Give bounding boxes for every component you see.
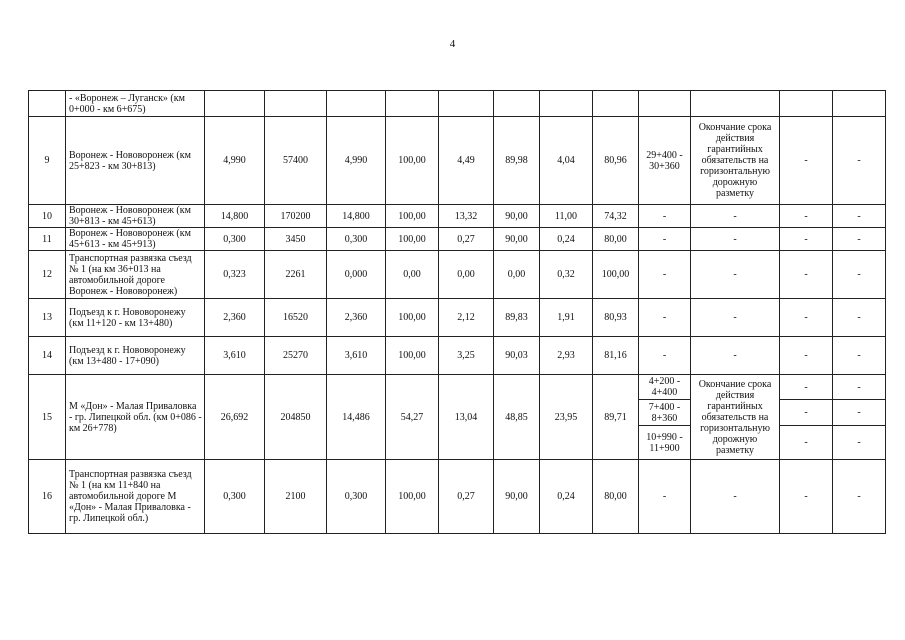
table-cell: 80,96 [593,117,639,205]
table-cell: 7+400 - 8+360 [639,400,691,426]
table-cell: 3,25 [439,337,494,375]
table-cell: 100,00 [386,117,439,205]
table-cell: 100,00 [386,299,439,337]
table-cell: - [639,460,691,534]
table-cell: 0,32 [540,251,593,299]
table-cell: 11 [29,228,66,251]
table-cell [540,91,593,117]
table-cell [386,91,439,117]
table-cell: 4,49 [439,117,494,205]
table-cell: - «Воронеж – Луганск» (км 0+000 - км 6+675) [66,91,205,117]
table-cell: 0,27 [439,228,494,251]
table-cell: 16520 [265,299,327,337]
table-cell: - [833,117,886,205]
table-cell: 11,00 [540,205,593,228]
table-cell: 80,93 [593,299,639,337]
table-cell: 81,16 [593,337,639,375]
table-cell: - [639,299,691,337]
table-cell: 1,91 [540,299,593,337]
table-cell: 15 [29,375,66,460]
table-cell: 100,00 [386,337,439,375]
table-cell: - [639,337,691,375]
table-cell: 2,360 [205,299,265,337]
table-cell: - [780,375,833,400]
table-cell [439,91,494,117]
table-cell: 0,27 [439,460,494,534]
table-cell: 48,85 [494,375,540,460]
table-cell: 0,300 [205,460,265,534]
table-cell: 89,98 [494,117,540,205]
table-cell: - [833,400,886,426]
table-cell: Воронеж - Нововоронеж (км 45+613 - км 45+913) [66,228,205,251]
table-cell: - [780,400,833,426]
table-cell: 14,800 [327,205,386,228]
table-cell: 0,00 [439,251,494,299]
table-row [29,228,886,251]
table-cell: - [833,228,886,251]
table-cell: 80,00 [593,228,639,251]
table-cell: 4,990 [327,117,386,205]
table-cell: Окончание срока действия гарантийных обязательств на горизонтальную дорожную разметку [691,117,780,205]
table-cell: 90,00 [494,205,540,228]
table-cell: 2261 [265,251,327,299]
table-cell: - [780,228,833,251]
table-cell: - [639,228,691,251]
table-cell: - [780,337,833,375]
table-cell: - [780,205,833,228]
table-cell: 3,610 [327,337,386,375]
table-cell: 0,00 [494,251,540,299]
table-cell [780,91,833,117]
table-cell: 14,486 [327,375,386,460]
table-cell: 0,300 [327,460,386,534]
table-cell: - [691,251,780,299]
table-cell: 14,800 [205,205,265,228]
table-cell: - [780,460,833,534]
table-cell: - [833,205,886,228]
table-row [29,91,886,117]
table-cell: 90,03 [494,337,540,375]
table-cell: 0,300 [205,228,265,251]
table-cell: 90,00 [494,460,540,534]
table-cell: 100,00 [386,228,439,251]
table-cell [29,91,66,117]
table-cell: 0,323 [205,251,265,299]
table-cell [639,91,691,117]
table-cell: 4,990 [205,117,265,205]
table-row [29,117,886,205]
table-cell: 26,692 [205,375,265,460]
table-cell: 3450 [265,228,327,251]
table-cell [691,91,780,117]
table-cell: 57400 [265,117,327,205]
table-cell: Подъезд к г. Нововоронежу (км 11+120 - км 13+480) [66,299,205,337]
table-cell: 0,000 [327,251,386,299]
table-cell: 10+990 - 11+900 [639,426,691,460]
table-cell: Подъезд к г. Нововоронежу (км 13+480 - 17+090) [66,337,205,375]
table-cell: - [833,251,886,299]
table-cell [327,91,386,117]
table-cell: 2,93 [540,337,593,375]
table-cell: Транспортная развязка съезд № 1 (на км 11+840 на автомобильной дороге М «Дон» - Малая Приваловка - гр. Липецкой обл.) [66,460,205,534]
table-cell: 4,04 [540,117,593,205]
table-row [29,460,886,534]
table-cell: 100,00 [386,205,439,228]
table-cell: 89,83 [494,299,540,337]
table-row [29,299,886,337]
table-cell: 170200 [265,205,327,228]
table-cell: - [691,205,780,228]
table-cell: Воронеж - Нововоронеж (км 25+823 - км 30+813) [66,117,205,205]
table-cell: Транспортная развязка съезд № 1 (на км 36+013 на автомобильной дороге Воронеж - Нововоронеж) [66,251,205,299]
table-cell: - [833,337,886,375]
table-cell: 4+200 - 4+400 [639,375,691,400]
table-cell: 0,24 [540,228,593,251]
table-row [29,251,886,299]
table-cell: 2,360 [327,299,386,337]
table-cell [265,91,327,117]
table-cell: М «Дон» - Малая Приваловка - гр. Липецкой обл. (км 0+086 - км 26+778) [66,375,205,460]
table-cell: - [691,337,780,375]
table-cell: 90,00 [494,228,540,251]
table-cell: 23,95 [540,375,593,460]
table-cell: 0,300 [327,228,386,251]
table-cell [593,91,639,117]
table-cell: 13 [29,299,66,337]
road-data-table [28,90,886,534]
table-cell: - [691,228,780,251]
table-cell: 100,00 [593,251,639,299]
table-cell: - [833,299,886,337]
table-cell: 100,00 [386,460,439,534]
table-cell: 80,00 [593,460,639,534]
table-cell: 10 [29,205,66,228]
table-cell: - [780,251,833,299]
table-cell: - [833,426,886,460]
table-cell: 14 [29,337,66,375]
table-cell: 13,04 [439,375,494,460]
table-cell: Воронеж - Нововоронеж (км 30+813 - км 45+613) [66,205,205,228]
table-cell: 0,00 [386,251,439,299]
table-cell: 54,27 [386,375,439,460]
table-cell: Окончание срока действия гарантийных обязательств на горизонтальную дорожную разметку [691,375,780,460]
table-cell: 12 [29,251,66,299]
table-cell [205,91,265,117]
table-row [29,337,886,375]
table-cell: 3,610 [205,337,265,375]
table-cell: 29+400 - 30+360 [639,117,691,205]
table-cell: 9 [29,117,66,205]
table-cell: - [639,205,691,228]
table-cell: - [691,460,780,534]
table-cell: 204850 [265,375,327,460]
table-cell: - [639,251,691,299]
table-cell [833,91,886,117]
table-cell: - [780,426,833,460]
table-cell: - [833,460,886,534]
table-cell: - [833,375,886,400]
table-cell: 0,24 [540,460,593,534]
table-cell: 16 [29,460,66,534]
table-cell: 2,12 [439,299,494,337]
table-cell: 89,71 [593,375,639,460]
table-cell: - [780,299,833,337]
table-cell: 25270 [265,337,327,375]
table-cell: - [780,117,833,205]
table-row [29,375,886,400]
page-number: 4 [449,38,456,50]
table-cell [494,91,540,117]
table-cell: 74,32 [593,205,639,228]
table-row [29,205,886,228]
table-cell: 13,32 [439,205,494,228]
table-cell: 2100 [265,460,327,534]
table-cell: - [691,299,780,337]
